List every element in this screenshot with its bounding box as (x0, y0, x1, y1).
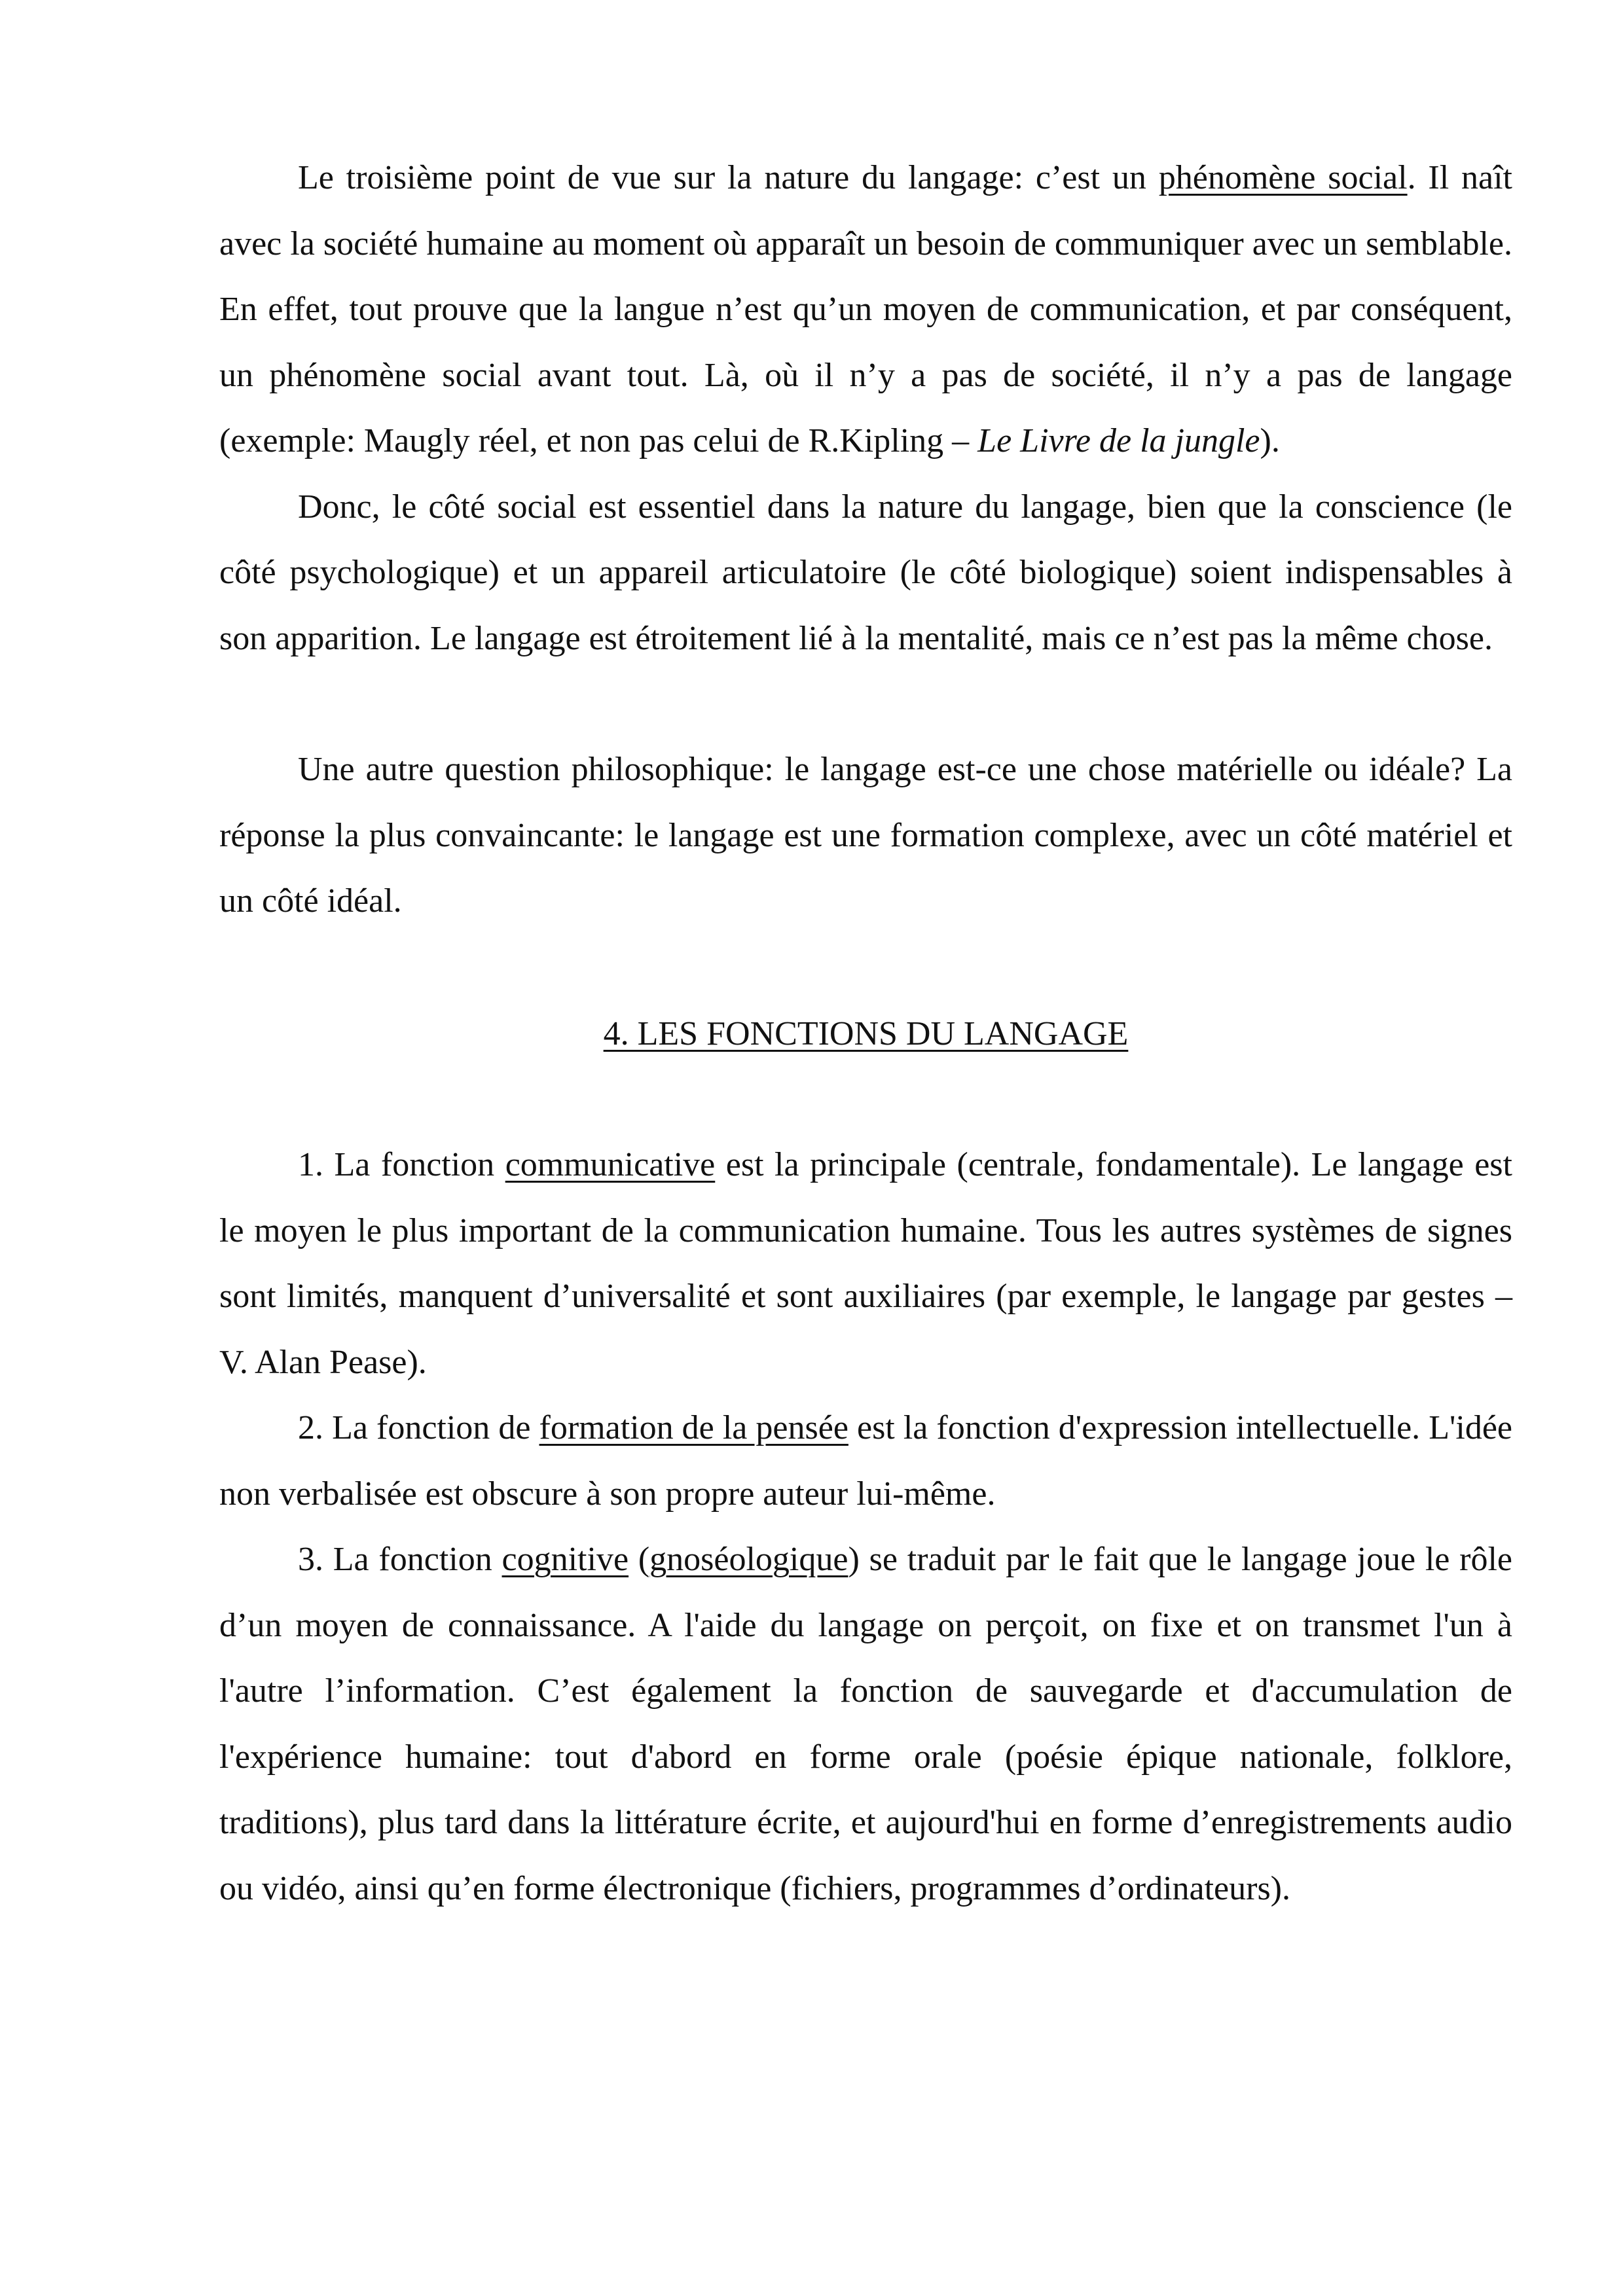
text-span: 2. La fonction de (298, 1409, 539, 1446)
text-span: ) se traduit par le fait que le langage joue le rôle d’un moyen de connaissance. A l'aide du langage on perçoit, on fixe et on transmet l'un à l'autre l’information. C’est également la fonction de sauvegarde et d'accumulation de l'expérience humaine: tout d'abord en forme orale (poésie épique nationale, folklore, traditions), plus tard dans la littérature écrite, et aujourd'hui en forme d’enregistrements audio ou vidéo, ainsi qu’en forme électronique (fichiers, programmes d’ordinateurs). (219, 1541, 1513, 1907)
paragraph-social-essential: Donc, le côté social est essentiel dans la nature du langage, bien que la conscience (le côté psychologique) et un appareil articulatoire (le côté biologique) soient indispensables à son apparition. Le langage est étroitement lié à la mentalité, mais ce n’est pas la même chose. (219, 488, 1512, 657)
spacer (219, 1067, 1512, 1132)
spacer (219, 672, 1512, 737)
text-span: Le troisième point de vue sur la nature du langage: c’est un (298, 159, 1159, 196)
text-span: ). (1260, 422, 1280, 459)
underlined-term: gnoséologique (649, 1541, 848, 1578)
paragraph-function-cognitive (219, 1527, 1512, 1922)
text-span: est la principale (centrale, fondamentale). Le langage est le moyen le plus important de la communication humaine. Tous les autres systèmes de signes sont limités, manquent d’universalité et sont auxiliaires (par exemple, le langage par gestes – V. Alan Pease). (219, 1146, 1512, 1381)
paragraph-function-thought (219, 1395, 1512, 1527)
text-span: 1. La fonction (298, 1146, 505, 1183)
underlined-term: communicative (505, 1146, 716, 1183)
heading-text: 4. LES FONCTIONS DU LANGAGE (603, 1014, 1129, 1052)
underlined-term: formation de la pensée (539, 1409, 848, 1446)
text-span: 3. La fonction (298, 1541, 502, 1578)
spacer (219, 935, 1512, 1001)
document-page (219, 145, 1512, 1922)
book-title: Le Livre de la jungle (977, 422, 1260, 459)
underlined-term: phénomène social (1158, 159, 1408, 196)
paragraph-function-communicative (219, 1132, 1512, 1395)
paragraph-social-phenomenon (219, 145, 1512, 475)
underlined-term: cognitive (501, 1541, 629, 1578)
paragraph-philosophical-question: Une autre question philosophique: le langage est-ce une chose matérielle ou idéale? La réponse la plus convaincante: le langage est une formation complexe, avec un côté matériel et un côté idéal. (219, 751, 1512, 920)
text-span: . Il naît avec la société humaine au moment où apparaît un besoin de communiquer avec un semblable. En effet, tout prouve que la langue n’est qu’un moyen de communication, et par conséquent, un phénomène social avant tout. Là, où il n’y a pas de société, il n’y a pas de langage (exemple: Maugly réel, et non pas celui de R.Kipling – (219, 159, 1512, 459)
text-span: ( (629, 1541, 650, 1578)
section-heading (219, 1001, 1512, 1067)
text-span: est la fonction d'expression intellectuelle. L'idée non verbalisée est obscure à son propre auteur lui-même. (219, 1409, 1512, 1513)
